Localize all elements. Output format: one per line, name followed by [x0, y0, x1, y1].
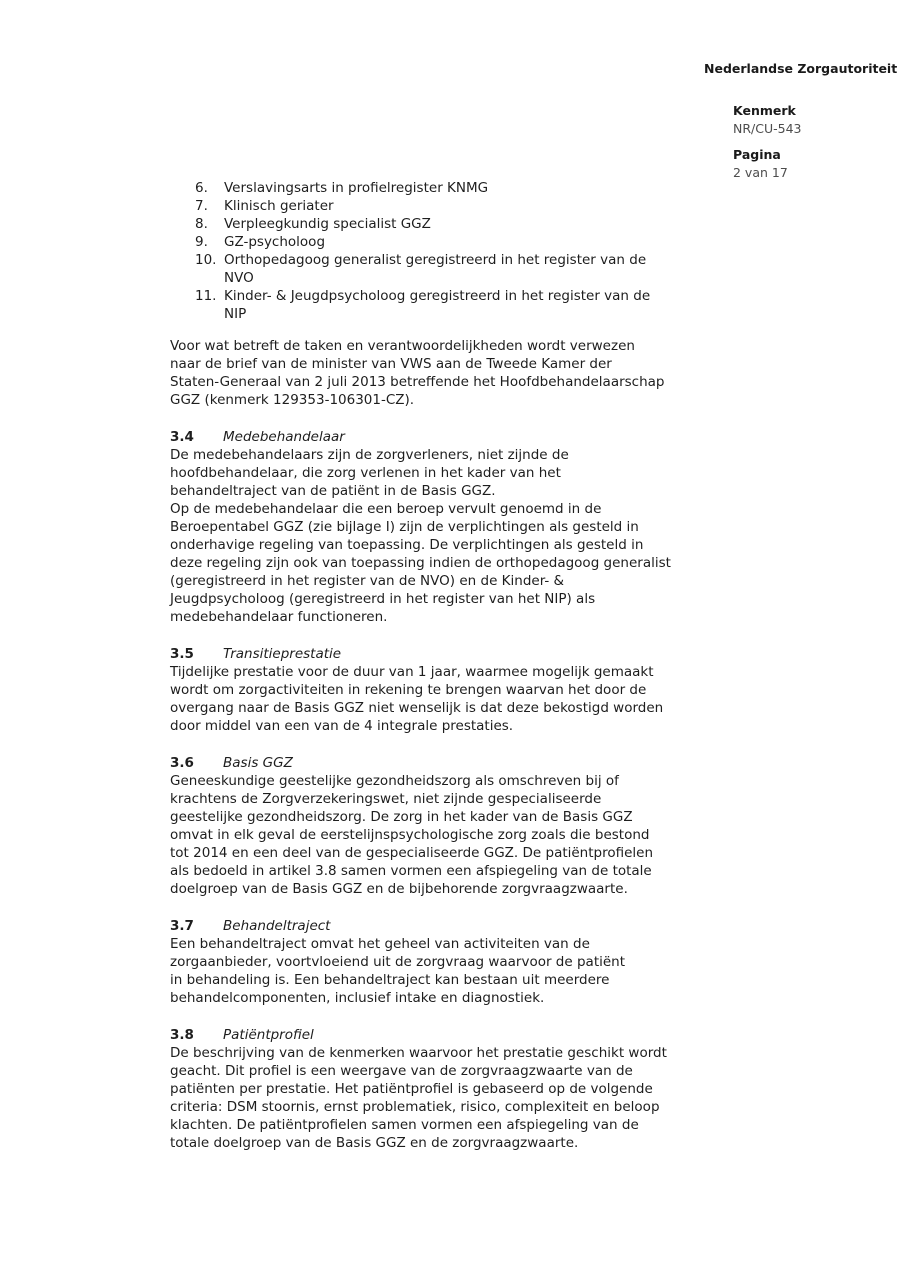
section-body: De medebehandelaars zijn de zorgverleners, niet zijnde de hoofdbehandelaar, die zorg verlenen in het kader van het behandeltraject van de patiënt in de Basis GGZ. Op de medebehandelaar die een beroep vervult genoemd in de Beroepentabel GGZ (zie bijlage I) zijn de verplichtingen als gesteld in onderhavige regeling van toepassing. De verplichtingen als gesteld in deze regeling zijn ook van toepassing indien de orthopedagoog generalist (geregistreerd in het register van de NVO) en de Kinder- & Jeugdpsycholoog (geregistreerd in het register van het NIP) als medebehandelaar functioneren. [170, 447, 671, 625]
list-item [170, 287, 790, 323]
section-3-7 [170, 917, 790, 1007]
section-3-4 [170, 428, 790, 626]
kenmerk-label: Kenmerk [733, 103, 796, 118]
section-title: Transitieprestatie [223, 646, 342, 662]
section-body: Tijdelijke prestatie voor de duur van 1 jaar, waarmee mogelijk gemaakt wordt om zorgactiviteiten in rekening te brengen waarvan het door de overgang naar de Basis GGZ niet wenselijk is dat deze bekostigd worden door middel van een van de 4 integrale prestaties. [170, 664, 664, 734]
pagina-value: 2 van 17 [733, 165, 788, 180]
section-3-5 [170, 645, 790, 735]
section-heading [170, 754, 790, 772]
document-body [170, 179, 790, 1152]
section-title: Patiëntprofiel [223, 1027, 314, 1043]
section-number: 3.5 [170, 646, 194, 662]
list-item-text: Orthopedagoog generalist geregistreerd in het register van de NVO [224, 252, 647, 286]
list-item-number: 6. [195, 180, 208, 196]
section-title: Medebehandelaar [223, 429, 345, 445]
list-item-number: 9. [195, 234, 208, 250]
section-body: De beschrijving van de kenmerken waarvoor het prestatie geschikt wordt geacht. Dit profiel is een weergave van de zorgvraagzwaarte van de patiënten per prestatie. Het patiëntprofiel is gebaseerd op de volgende criteria: DSM stoornis, ernst problematiek, risico, complexiteit en beloop klachten. De patiëntprofielen samen vormen een afspiegeling van de totale doelgroep van de Basis GGZ en de zorgvraagzwaarte. [170, 1045, 667, 1151]
section-title: Basis GGZ [223, 755, 293, 771]
list-item [170, 251, 790, 287]
list-item-number: 8. [195, 216, 208, 232]
section-title: Behandeltraject [223, 918, 331, 934]
list-item-text: Kinder- & Jeugdpsycholoog geregistreerd in het register van de NIP [224, 288, 651, 322]
section-3-6 [170, 754, 790, 898]
section-heading [170, 1026, 790, 1044]
list-item [170, 179, 790, 197]
numbered-list [170, 179, 790, 323]
kenmerk-value: NR/CU-543 [733, 121, 802, 136]
document-meta [733, 102, 802, 190]
list-item [170, 233, 790, 251]
section-heading [170, 917, 790, 935]
section-number: 3.4 [170, 429, 194, 445]
list-item-text: Verpleegkundig specialist GGZ [224, 216, 431, 232]
section-number: 3.6 [170, 755, 194, 771]
list-item-number: 10. [195, 252, 217, 268]
pagina-label: Pagina [733, 147, 781, 162]
section-body: Een behandeltraject omvat het geheel van activiteiten van de zorgaanbieder, voortvloeiend uit de zorgvraag waarvoor de patiënt in behandeling is. Een behandeltraject kan bestaan uit meerdere behandelcomponenten, inclusief intake en diagnostiek. [170, 936, 626, 1006]
list-item-number: 7. [195, 198, 208, 214]
list-item-text: Klinisch geriater [224, 198, 334, 214]
list-item-number: 11. [195, 288, 217, 304]
section-3-8 [170, 1026, 790, 1152]
section-body: Geneeskundige geestelijke gezondheidszorg als omschreven bij of krachtens de Zorgverzekeringswet, niet zijnde gespecialiseerde geestelijke gezondheidszorg. De zorg in het kader van de Basis GGZ omvat in elk geval de eerstelijnspsychologische zorg zoals die bestond tot 2014 en een deel van de gespecialiseerde GGZ. De patiëntprofielen als bedoeld in artikel 3.8 samen vormen een afspiegeling van de totale doelgroep van de Basis GGZ en de bijbehorende zorgvraagzwaarte. [170, 773, 654, 897]
organization-name: Nederlandse Zorgautoriteit [704, 61, 898, 76]
list-item [170, 197, 790, 215]
list-item [170, 215, 790, 233]
list-item-text: GZ-psycholoog [224, 234, 326, 250]
section-number: 3.7 [170, 918, 194, 934]
section-heading [170, 428, 790, 446]
list-item-text: Verslavingsarts in profielregister KNMG [224, 180, 489, 196]
section-number: 3.8 [170, 1027, 194, 1043]
intro-paragraph: Voor wat betreft de taken en verantwoordelijkheden wordt verwezen naar de brief van de minister van VWS aan de Tweede Kamer der Staten-Generaal van 2 juli 2013 betreffende het Hoofdbehandelaarschap GGZ (kenmerk 129353-106301-CZ). [170, 338, 665, 408]
section-heading [170, 645, 790, 663]
